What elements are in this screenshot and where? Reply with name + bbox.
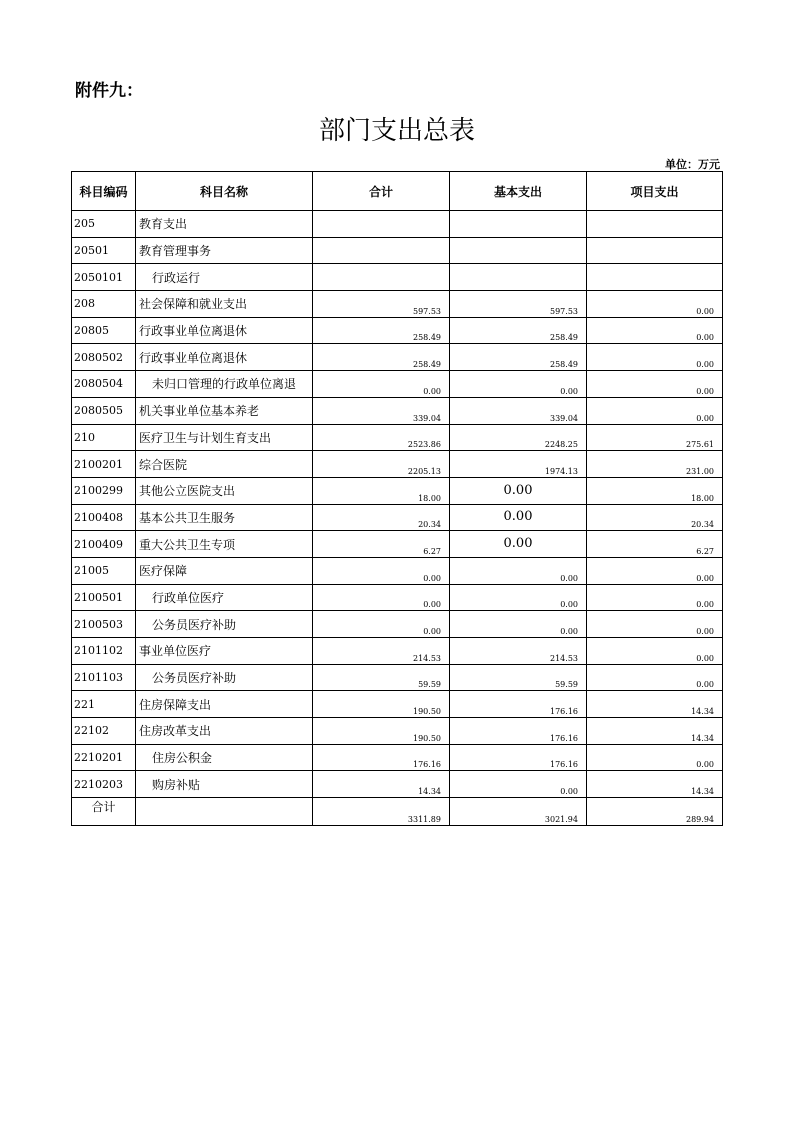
project-cell: 18.00 <box>587 477 723 504</box>
name-cell: 住房保障支出 <box>136 691 313 718</box>
total-cell: 0.00 <box>313 371 450 398</box>
total-cell: 2205.13 <box>313 451 450 478</box>
project-cell: 14.34 <box>587 691 723 718</box>
table-row <box>72 211 723 238</box>
table-row <box>72 771 723 798</box>
code-cell: 21005 <box>72 557 136 584</box>
project-cell: 275.61 <box>587 424 723 451</box>
total-name-empty <box>136 798 313 826</box>
project-cell: 0.00 <box>587 744 723 771</box>
name-cell: 社会保障和就业支出 <box>136 291 313 318</box>
code-cell: 2100501 <box>72 584 136 611</box>
total-cell: 339.04 <box>313 397 450 424</box>
total-cell: 258.49 <box>313 317 450 344</box>
name-cell: 综合医院 <box>136 451 313 478</box>
code-cell: 2100408 <box>72 504 136 531</box>
table-row <box>72 691 723 718</box>
table-row <box>72 477 723 504</box>
basic-cell: 176.16 <box>450 718 587 745</box>
code-cell: 2101102 <box>72 638 136 665</box>
project-cell: 0.00 <box>587 397 723 424</box>
table-row <box>72 504 723 531</box>
total-cell: 0.00 <box>313 557 450 584</box>
basic-cell: 258.49 <box>450 344 587 371</box>
name-cell: 未归口管理的行政单位离退 <box>136 371 313 398</box>
table-row <box>72 584 723 611</box>
project-cell <box>587 264 723 291</box>
project-cell: 0.00 <box>587 291 723 318</box>
basic-cell: 176.16 <box>450 691 587 718</box>
code-cell: 20501 <box>72 237 136 264</box>
basic-cell: 0.00 <box>450 371 587 398</box>
total-cell: 190.50 <box>313 718 450 745</box>
basic-cell: 597.53 <box>450 291 587 318</box>
name-cell: 住房改革支出 <box>136 718 313 745</box>
basic-cell: 0.00 <box>450 771 587 798</box>
table-body <box>72 211 723 826</box>
project-cell: 0.00 <box>587 557 723 584</box>
code-cell: 2100299 <box>72 477 136 504</box>
code-cell: 2101103 <box>72 664 136 691</box>
total-cell <box>313 237 450 264</box>
table-row <box>72 264 723 291</box>
project-cell: 231.00 <box>587 451 723 478</box>
project-cell: 0.00 <box>587 371 723 398</box>
basic-cell: 258.49 <box>450 317 587 344</box>
basic-cell: 0.00 <box>450 531 587 558</box>
table-row <box>72 664 723 691</box>
total-cell: 190.50 <box>313 691 450 718</box>
unit-label: 单位：万元 <box>665 158 720 171</box>
header-total: 合计 <box>313 172 450 211</box>
total-row <box>72 798 723 826</box>
project-cell: 0.00 <box>587 584 723 611</box>
code-cell: 2080502 <box>72 344 136 371</box>
basic-cell: 339.04 <box>450 397 587 424</box>
code-cell: 208 <box>72 291 136 318</box>
table-row <box>72 291 723 318</box>
total-cell: 14.34 <box>313 771 450 798</box>
header-project: 项目支出 <box>587 172 723 211</box>
project-cell <box>587 237 723 264</box>
project-cell <box>587 211 723 238</box>
grand-project-cell: 289.94 <box>587 798 723 826</box>
code-cell: 221 <box>72 691 136 718</box>
project-cell: 14.34 <box>587 771 723 798</box>
table-row <box>72 611 723 638</box>
name-cell: 医疗卫生与计划生育支出 <box>136 424 313 451</box>
name-cell: 基本公共卫生服务 <box>136 504 313 531</box>
name-cell: 行政运行 <box>136 264 313 291</box>
name-cell: 教育管理事务 <box>136 237 313 264</box>
name-cell: 医疗保障 <box>136 557 313 584</box>
basic-cell: 0.00 <box>450 504 587 531</box>
basic-cell: 1974.13 <box>450 451 587 478</box>
name-cell: 机关事业单位基本养老 <box>136 397 313 424</box>
table-row <box>72 424 723 451</box>
name-cell: 公务员医疗补助 <box>136 611 313 638</box>
basic-cell: 176.16 <box>450 744 587 771</box>
basic-cell: 0.00 <box>450 477 587 504</box>
name-cell: 购房补贴 <box>136 771 313 798</box>
name-cell: 其他公立医院支出 <box>136 477 313 504</box>
table-row <box>72 397 723 424</box>
name-cell: 行政单位医疗 <box>136 584 313 611</box>
total-cell <box>313 211 450 238</box>
name-cell: 公务员医疗补助 <box>136 664 313 691</box>
total-label: 合计 <box>72 798 136 826</box>
project-cell: 0.00 <box>587 611 723 638</box>
table-row <box>72 317 723 344</box>
table-row <box>72 451 723 478</box>
basic-cell: 59.59 <box>450 664 587 691</box>
header-name: 科目名称 <box>136 172 313 211</box>
table-row <box>72 638 723 665</box>
total-cell: 59.59 <box>313 664 450 691</box>
name-cell: 行政事业单位离退休 <box>136 344 313 371</box>
expenditure-table <box>71 171 723 826</box>
basic-cell <box>450 237 587 264</box>
attachment-label: 附件九： <box>75 81 143 101</box>
basic-cell: 0.00 <box>450 584 587 611</box>
total-cell: 258.49 <box>313 344 450 371</box>
code-cell: 2080505 <box>72 397 136 424</box>
total-cell: 214.53 <box>313 638 450 665</box>
code-cell: 2100503 <box>72 611 136 638</box>
header-basic: 基本支出 <box>450 172 587 211</box>
basic-cell <box>450 264 587 291</box>
total-cell: 0.00 <box>313 611 450 638</box>
basic-cell: 0.00 <box>450 611 587 638</box>
code-cell: 22102 <box>72 718 136 745</box>
project-cell: 6.27 <box>587 531 723 558</box>
name-cell: 事业单位医疗 <box>136 638 313 665</box>
table-row <box>72 371 723 398</box>
total-cell: 176.16 <box>313 744 450 771</box>
code-cell: 2210201 <box>72 744 136 771</box>
grand-basic-cell: 3021.94 <box>450 798 587 826</box>
total-cell <box>313 264 450 291</box>
total-cell: 18.00 <box>313 477 450 504</box>
code-cell: 210 <box>72 424 136 451</box>
name-cell: 行政事业单位离退休 <box>136 317 313 344</box>
project-cell: 0.00 <box>587 664 723 691</box>
table-row <box>72 744 723 771</box>
code-cell: 2100409 <box>72 531 136 558</box>
total-cell: 597.53 <box>313 291 450 318</box>
code-cell: 2100201 <box>72 451 136 478</box>
project-cell: 0.00 <box>587 317 723 344</box>
table-row <box>72 237 723 264</box>
code-cell: 2080504 <box>72 371 136 398</box>
total-cell: 0.00 <box>313 584 450 611</box>
total-cell: 6.27 <box>313 531 450 558</box>
code-cell: 20805 <box>72 317 136 344</box>
table-header-row <box>72 172 723 211</box>
name-cell: 教育支出 <box>136 211 313 238</box>
code-cell: 2050101 <box>72 264 136 291</box>
grand-total-cell: 3311.89 <box>313 798 450 826</box>
page-title: 部门支出总表 <box>318 116 475 146</box>
total-cell: 20.34 <box>313 504 450 531</box>
table-row <box>72 718 723 745</box>
name-cell: 住房公积金 <box>136 744 313 771</box>
table-row <box>72 557 723 584</box>
total-cell: 2523.86 <box>313 424 450 451</box>
project-cell: 14.34 <box>587 718 723 745</box>
project-cell: 0.00 <box>587 344 723 371</box>
table-row <box>72 531 723 558</box>
basic-cell: 0.00 <box>450 557 587 584</box>
header-code: 科目编码 <box>72 172 136 211</box>
name-cell: 重大公共卫生专项 <box>136 531 313 558</box>
basic-cell: 2248.25 <box>450 424 587 451</box>
basic-cell: 214.53 <box>450 638 587 665</box>
project-cell: 0.00 <box>587 638 723 665</box>
project-cell: 20.34 <box>587 504 723 531</box>
code-cell: 2210203 <box>72 771 136 798</box>
code-cell: 205 <box>72 211 136 238</box>
table-row <box>72 344 723 371</box>
basic-cell <box>450 211 587 238</box>
